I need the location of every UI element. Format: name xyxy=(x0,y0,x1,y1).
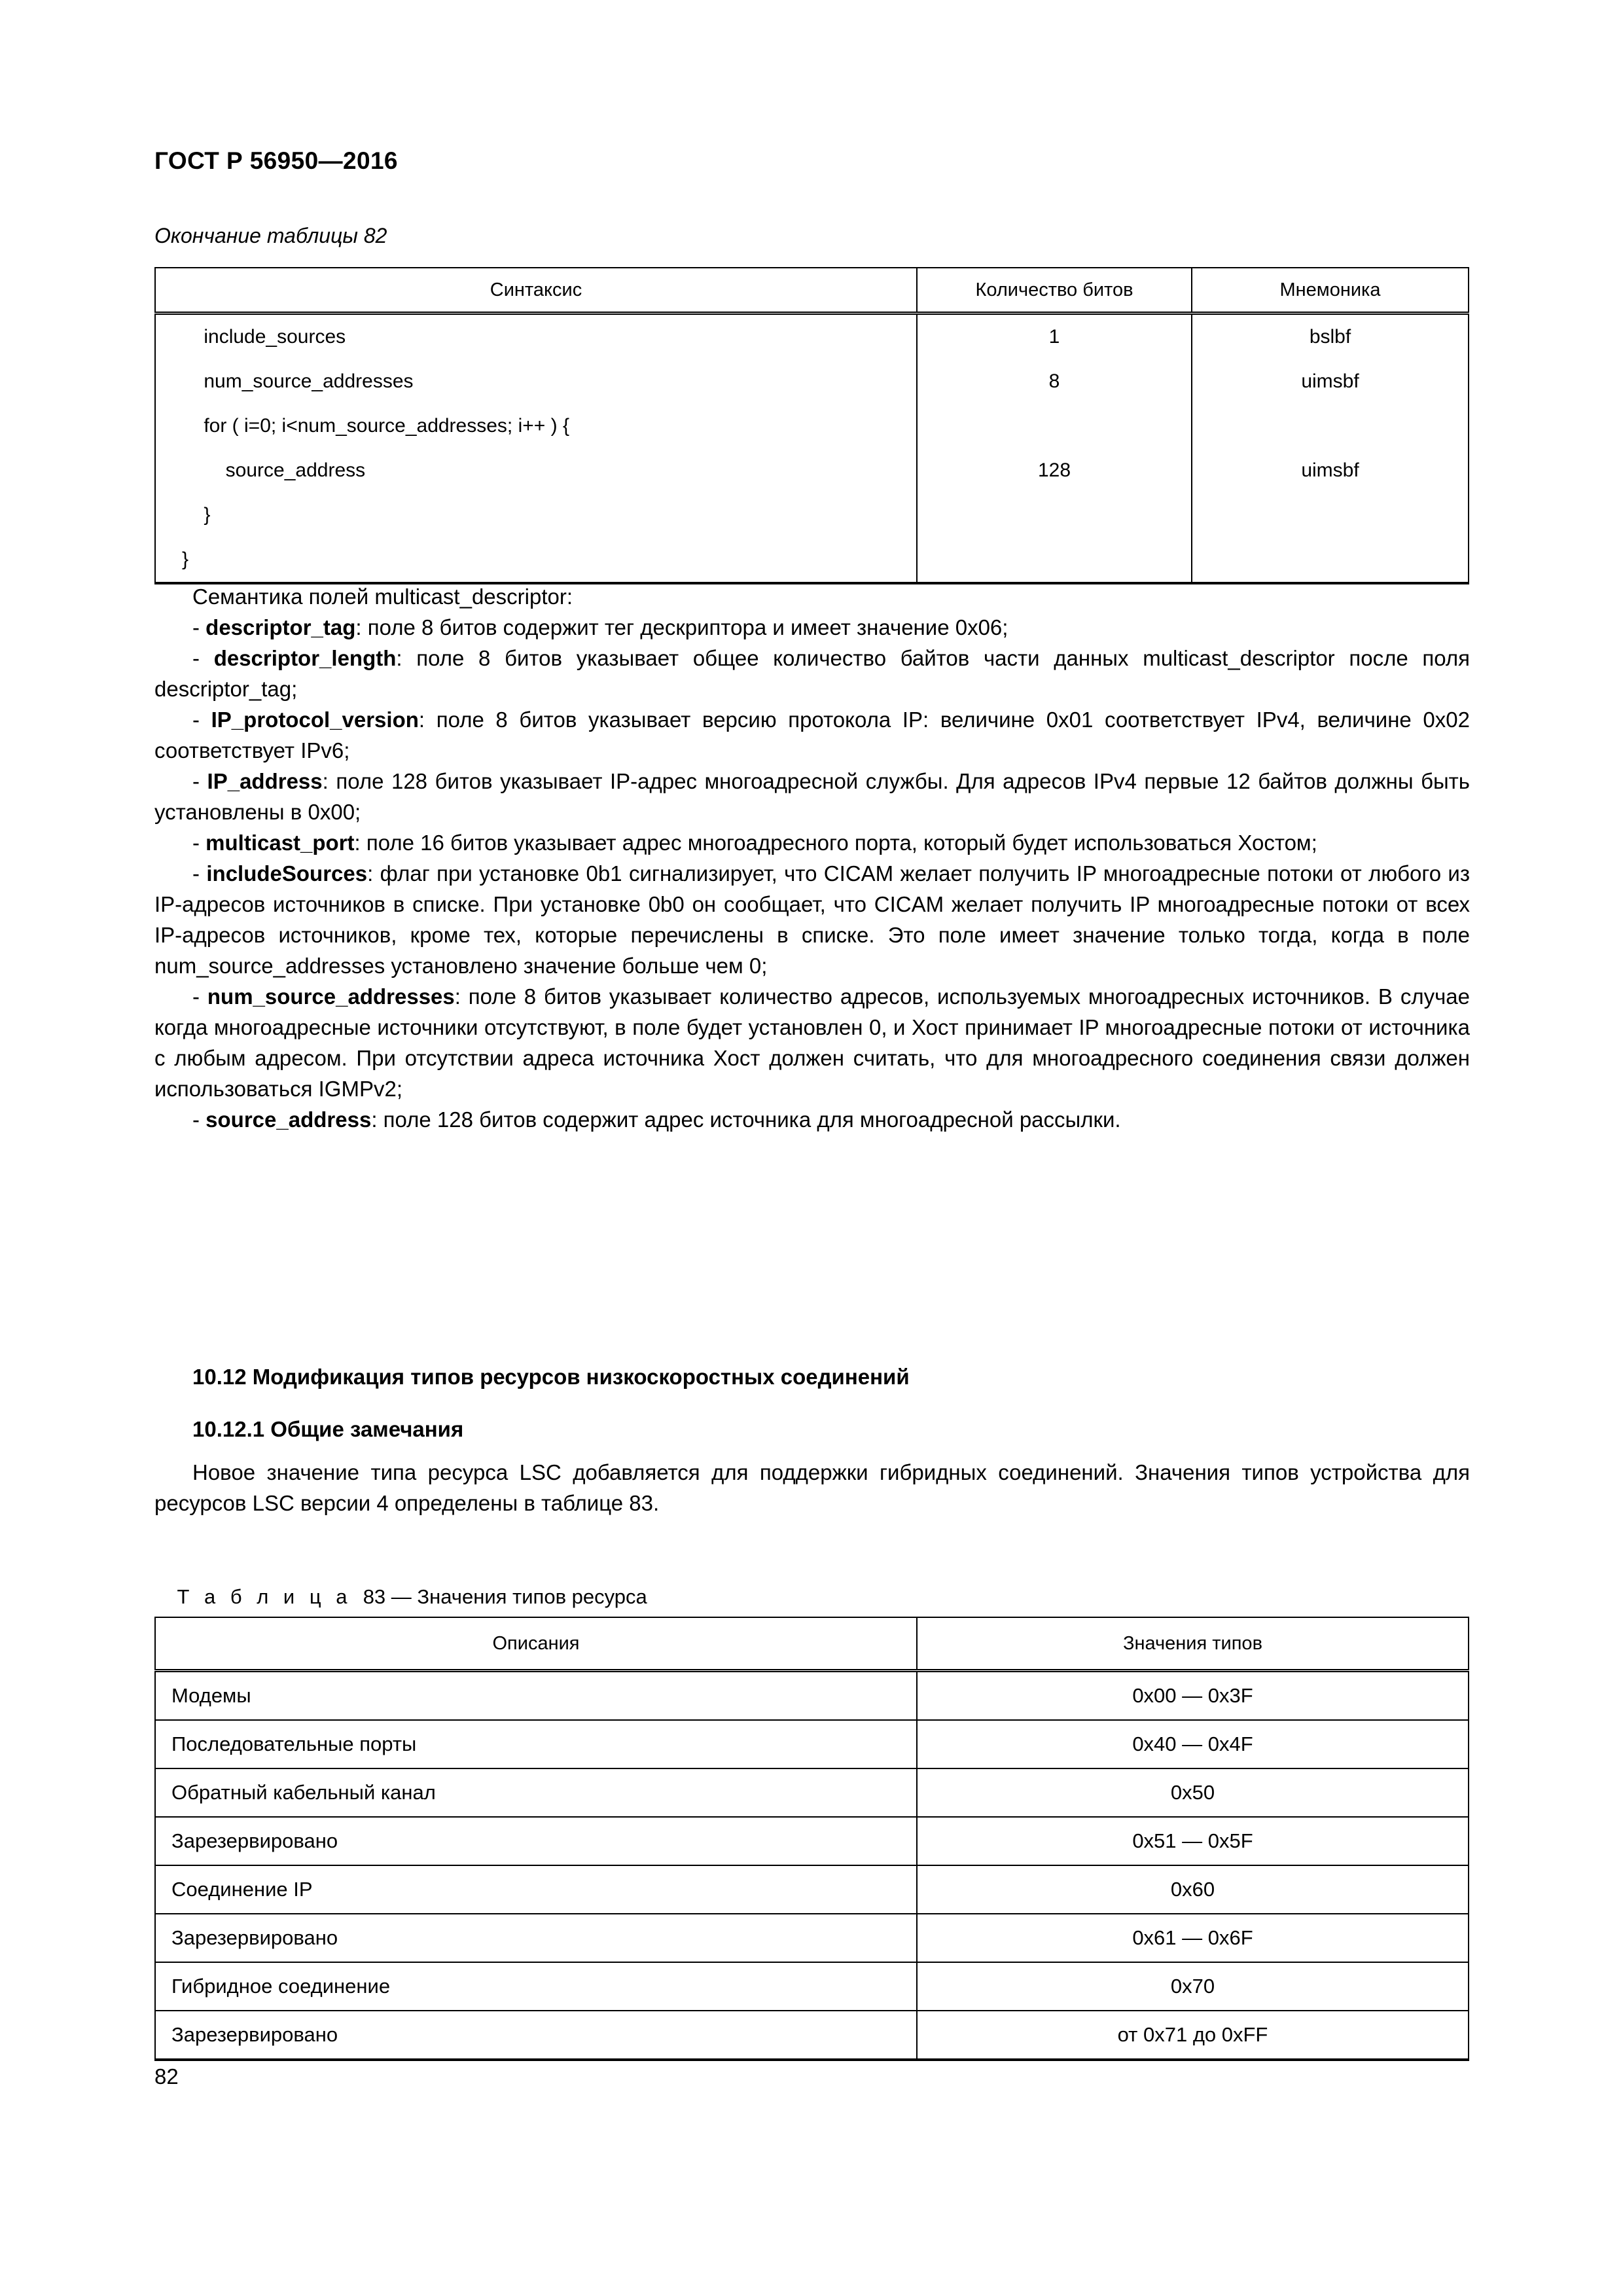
bullet-dash: - xyxy=(192,646,214,670)
table83-header-row xyxy=(155,1617,1469,1671)
table83-cell-description: Последовательные порты xyxy=(155,1720,917,1768)
table82-cell-bits xyxy=(917,493,1192,537)
semantics-description: : поле 8 битов содержит тег дескриптора и имеет значение 0x06; xyxy=(355,615,1008,639)
table-row xyxy=(155,1671,1469,1721)
table83-cell-description: Обратный кабельный канал xyxy=(155,1768,917,1817)
table82-cell-syntax: num_source_addresses xyxy=(155,359,917,404)
semantics-item xyxy=(154,612,1470,643)
table82-cell-mnemonic: uimsbf xyxy=(1192,359,1469,404)
table-82-syntax xyxy=(154,267,1469,584)
table-row xyxy=(155,1768,1469,1817)
bullet-dash: - xyxy=(192,831,206,855)
table82-cell-bits: 128 xyxy=(917,448,1192,493)
table83-cell-value: 0x61 — 0x6F xyxy=(917,1914,1469,1962)
table82-cell-mnemonic xyxy=(1192,537,1469,583)
semantics-description: : поле 8 битов указывает версию протокола IP: величине 0x01 соответствует IPv4, величине 0x02 соответствует IPv6; xyxy=(154,708,1470,762)
table82-cell-bits: 8 xyxy=(917,359,1192,404)
table82-cell-syntax: include_sources xyxy=(155,314,917,360)
table83-cell-description: Соединение IP xyxy=(155,1865,917,1914)
semantics-intro: Семантика полей multicast_descriptor: xyxy=(192,584,573,609)
bullet-dash: - xyxy=(192,861,207,886)
semantics-term: descriptor_tag xyxy=(205,615,356,639)
heading-10-12-1: 10.12.1 Общие замечания xyxy=(192,1417,464,1441)
table82-col-mnemonic: Мнемоника xyxy=(1192,268,1469,314)
semantics-item xyxy=(154,766,1470,827)
multicast-descriptor-semantics xyxy=(154,581,1470,1135)
semantics-description: : флаг при установке 0b1 сигнализирует, что CICAM желает получить IP многоадресные потоки от любого из IP-адресов источников в списке. При установке 0b0 он сообщает, что CICAM желает получить IP многоадресные потоки от всех IP-адресов источников, кроме тех, которые перечислены в списке. Это поле имеет значение только тогда, когда в поле num_source_addresses установлено значение больше чем 0; xyxy=(154,861,1470,978)
table82-col-syntax: Синтаксис xyxy=(155,268,917,314)
semantics-term: multicast_port xyxy=(205,831,355,855)
semantics-term: descriptor_length xyxy=(213,646,397,670)
table83-cell-description: Зарезервировано xyxy=(155,2011,917,2060)
table82-header-row xyxy=(155,268,1469,314)
bullet-dash: - xyxy=(192,984,207,1009)
table82-cell-mnemonic: uimsbf xyxy=(1192,448,1469,493)
table-row xyxy=(155,1962,1469,2011)
table83-cell-value: 0x50 xyxy=(917,1768,1469,1817)
table82-cell-syntax: } xyxy=(155,493,917,537)
heading-10-12: 10.12 Модификация типов ресурсов низкоскоростных соединений xyxy=(192,1365,910,1389)
table82-continuation-caption: Окончание таблицы 82 xyxy=(154,224,387,247)
table-row xyxy=(155,448,1469,493)
semantics-term: num_source_addresses xyxy=(207,984,455,1009)
bullet-dash: - xyxy=(192,615,206,639)
semantics-description: : поле 128 битов содержит адрес источника для многоадресной рассылки. xyxy=(371,1107,1121,1132)
semantics-item xyxy=(154,1104,1470,1135)
table82-cell-syntax: source_address xyxy=(155,448,917,493)
table83-cell-value: от 0x71 до 0xFF xyxy=(917,2011,1469,2060)
table-row xyxy=(155,2011,1469,2060)
table83-cell-value: 0x40 — 0x4F xyxy=(917,1720,1469,1768)
semantics-item xyxy=(154,981,1470,1104)
section-10-12-1-paragraph: Новое значение типа ресурса LSC добавляется для поддержки гибридных соединений. Значения типов устройства для ресурсов LSC версии 4 определены в таблице 83. xyxy=(154,1460,1470,1515)
table-row xyxy=(155,1865,1469,1914)
semantics-description: : поле 8 битов указывает количество адресов, используемых многоадресных источников. В случае когда многоадресные источники отсутствуют, в поле будет установлен 0, и Хост принимает IP многоадресные потоки от источника с любым адресом. При отсутствии адреса источника Хост должен считать, что для многоадресного соединения связи должен использоваться IGMPv2; xyxy=(154,984,1470,1101)
table82-cell-bits xyxy=(917,537,1192,583)
table-row xyxy=(155,1914,1469,1962)
semantics-item xyxy=(154,643,1470,704)
table-83-resource-types xyxy=(154,1617,1469,2061)
table82-body xyxy=(155,314,1469,584)
semantics-term: includeSources xyxy=(206,861,368,886)
bullet-dash: - xyxy=(192,708,211,732)
table83-col-value: Значения типов xyxy=(917,1617,1469,1671)
semantics-description: : поле 8 битов указывает общее количество байтов части данных multicast_descriptor после поля descriptor_tag; xyxy=(154,646,1470,701)
table83-col-description: Описания xyxy=(155,1617,917,1671)
table82-cell-syntax: } xyxy=(155,537,917,583)
semantics-description: : поле 128 битов указывает IP-адрес многоадресной службы. Для адресов IPv4 первые 12 байтов должны быть установлены в 0x00; xyxy=(154,769,1470,824)
table82-cell-syntax: for ( i=0; i<num_source_addresses; i++ ) { xyxy=(155,404,917,448)
table83-cell-description: Модемы xyxy=(155,1671,917,1721)
table82-cell-bits xyxy=(917,404,1192,448)
table83-cell-description: Гибридное соединение xyxy=(155,1962,917,2011)
table82-cell-mnemonic xyxy=(1192,493,1469,537)
table83-body xyxy=(155,1671,1469,2060)
table-row xyxy=(155,493,1469,537)
table83-cell-description: Зарезервировано xyxy=(155,1914,917,1962)
table82-cell-mnemonic xyxy=(1192,404,1469,448)
table83-cell-value: 0x70 xyxy=(917,1962,1469,2011)
table-row xyxy=(155,404,1469,448)
table82-cell-bits: 1 xyxy=(917,314,1192,360)
semantics-item xyxy=(154,858,1470,981)
page-number: 82 xyxy=(154,2064,179,2089)
semantics-item xyxy=(154,704,1470,766)
semantics-item xyxy=(154,827,1470,858)
table83-cell-value: 0x00 — 0x3F xyxy=(917,1671,1469,1721)
semantics-term: source_address xyxy=(205,1107,372,1132)
document-standard-header: ГОСТ Р 56950—2016 xyxy=(154,147,398,174)
section-10-12-1-text xyxy=(154,1457,1470,1518)
table-83-caption-label: Т а б л и ц а xyxy=(177,1585,352,1608)
table83-cell-description: Зарезервировано xyxy=(155,1817,917,1865)
table83-cell-value: 0x60 xyxy=(917,1865,1469,1914)
semantics-description: : поле 16 битов указывает адрес многоадресного порта, который будет использоваться Хостом; xyxy=(354,831,1317,855)
semantics-term: IP_address xyxy=(207,769,323,793)
table83-cell-value: 0x51 — 0x5F xyxy=(917,1817,1469,1865)
bullet-dash: - xyxy=(192,1107,206,1132)
bullet-dash: - xyxy=(192,769,207,793)
table-row xyxy=(155,537,1469,583)
table-row xyxy=(155,314,1469,360)
table82-col-bits: Количество битов xyxy=(917,268,1192,314)
table-row xyxy=(155,1817,1469,1865)
semantics-term: IP_protocol_version xyxy=(211,708,419,732)
table-row xyxy=(155,359,1469,404)
table-83-caption-number: 83 — Значения типов ресурса xyxy=(351,1585,647,1608)
table82-cell-mnemonic: bslbf xyxy=(1192,314,1469,360)
table-row xyxy=(155,1720,1469,1768)
